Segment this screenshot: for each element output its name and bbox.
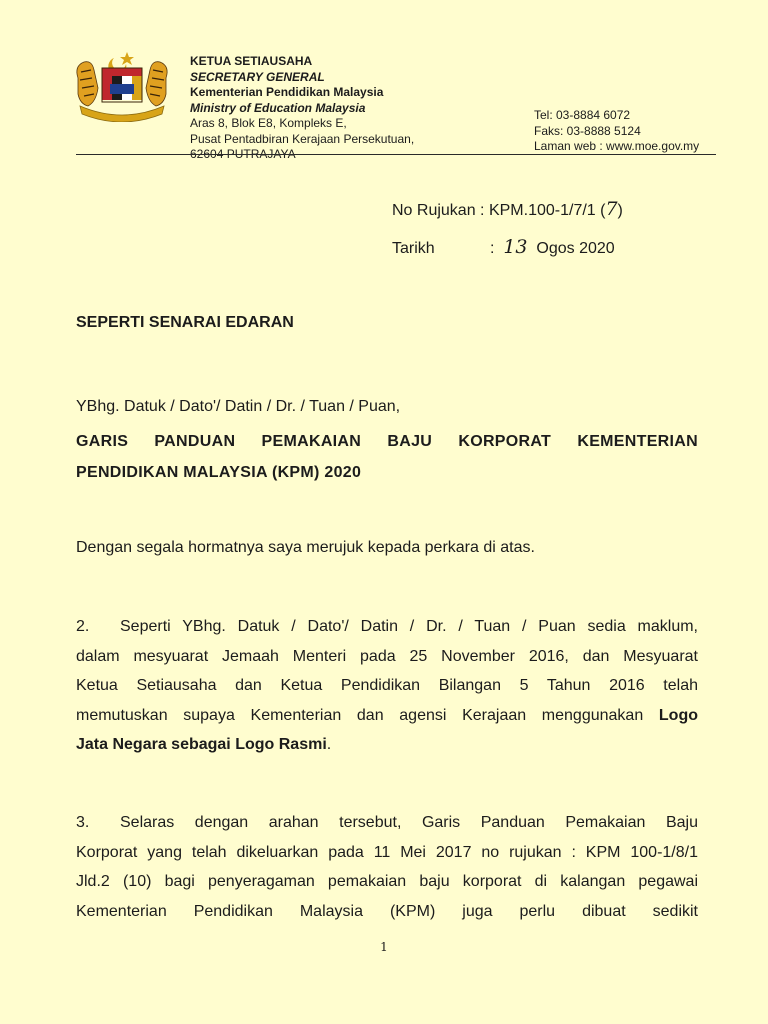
telephone: Tel: 03-8884 6072 <box>534 108 631 122</box>
reference-handwritten: 7 <box>605 198 618 220</box>
letter-date <box>392 236 615 258</box>
paragraph-3-number: 3. <box>76 814 90 831</box>
recipients-line: SEPERTI SENARAI EDARAN <box>76 314 294 331</box>
date-month-year: Ogos 2020 <box>536 240 615 257</box>
paragraph-2-number: 2. <box>76 618 90 635</box>
paragraph-2-line-4-text: memutuskan supaya Kementerian dan agensi Kerajaan menggunakan <box>76 706 644 724</box>
website: Laman web : www.moe.gov.my <box>534 139 700 153</box>
letter-title <box>76 426 698 488</box>
letterhead-divider <box>76 154 716 155</box>
title-line-1: GARIS PANDUAN PEMAKAIAN BAJU KORPORAT KEMENTERIAN <box>76 433 698 450</box>
paragraph-3-line-1 <box>76 808 698 838</box>
paragraph-2-line-2: dalam mesyuarat Jemaah Menteri pada 25 November 2016, dan Mesyuarat <box>76 647 698 665</box>
paragraph-3-line-2: Korporat yang telah dikeluarkan pada 11 Mei 2017 no rujukan : KPM 100-1/8/1 <box>76 843 698 861</box>
reference-number <box>392 198 623 220</box>
reference-close: ) <box>617 202 623 219</box>
address-line-3: 62604 PUTRAJAYA <box>190 147 296 161</box>
address-line-1: Aras 8, Blok E8, Kompleks E, <box>190 116 347 130</box>
salutation: YBhg. Datuk / Dato'/ Datin / Dr. / Tuan / Puan, <box>76 398 401 415</box>
paragraph-2-bold-tail: Logo <box>658 706 698 724</box>
date-label: Tarikh <box>392 240 435 257</box>
paragraph-3-line-1-text: Selaras dengan arahan tersebut, Garis Panduan Pemakaian Baju <box>120 814 698 831</box>
ministry-name-malay: Kementerian Pendidikan Malaysia <box>190 85 384 99</box>
paragraph-3-line-3: Jld.2 (10) bagi penyeragaman pemakaian baju korporat di kalangan pegawai <box>76 873 698 890</box>
paragraph-2-line-1-text: Seperti YBhg. Datuk / Dato'/ Datin / Dr. / Tuan / Puan sedia maklum, <box>120 618 698 635</box>
letterhead-address <box>190 54 414 163</box>
ministry-name-english: Ministry of Education Malaysia <box>190 100 366 115</box>
fax: Faks: 03-8888 5124 <box>534 123 641 138</box>
office-title-english: SECRETARY GENERAL <box>190 69 325 84</box>
paragraph-3-line-4: Kementerian Pendidikan Malaysia (KPM) juga perlu dibuat sedikit <box>76 902 698 920</box>
letterhead-contact <box>534 108 699 155</box>
date-day-handwritten: 13 <box>503 236 528 258</box>
page-number: 1 <box>380 940 388 954</box>
address-line-2: Pusat Pentadbiran Kerajaan Persekutuan, <box>190 131 415 146</box>
paragraph-2-end: . <box>326 736 332 753</box>
reference-value: KPM.100-1/7/1 ( <box>488 202 606 219</box>
paragraph-2-line-1 <box>76 612 698 642</box>
paragraph-2-line-3: Ketua Setiausaha dan Ketua Pendidikan Bilangan 5 Tahun 2016 telah <box>76 677 698 694</box>
paragraph-3 <box>76 808 698 926</box>
paragraph-1: Dengan segala hormatnya saya merujuk kepada perkara di atas. <box>76 539 535 556</box>
date-colon: : <box>490 240 495 257</box>
jata-negara-crest-icon <box>70 48 174 122</box>
paragraph-2-line-5 <box>76 730 698 760</box>
title-line-2: PENDIDIKAN MALAYSIA (KPM) 2020 <box>76 464 362 481</box>
reference-label: No Rujukan : <box>392 202 485 219</box>
paragraph-2-line-4 <box>76 701 698 731</box>
paragraph-2 <box>76 612 698 760</box>
office-title-malay: KETUA SETIAUSAHA <box>190 54 313 68</box>
paragraph-2-bold-phrase: Jata Negara sebagai Logo Rasmi <box>76 736 327 753</box>
